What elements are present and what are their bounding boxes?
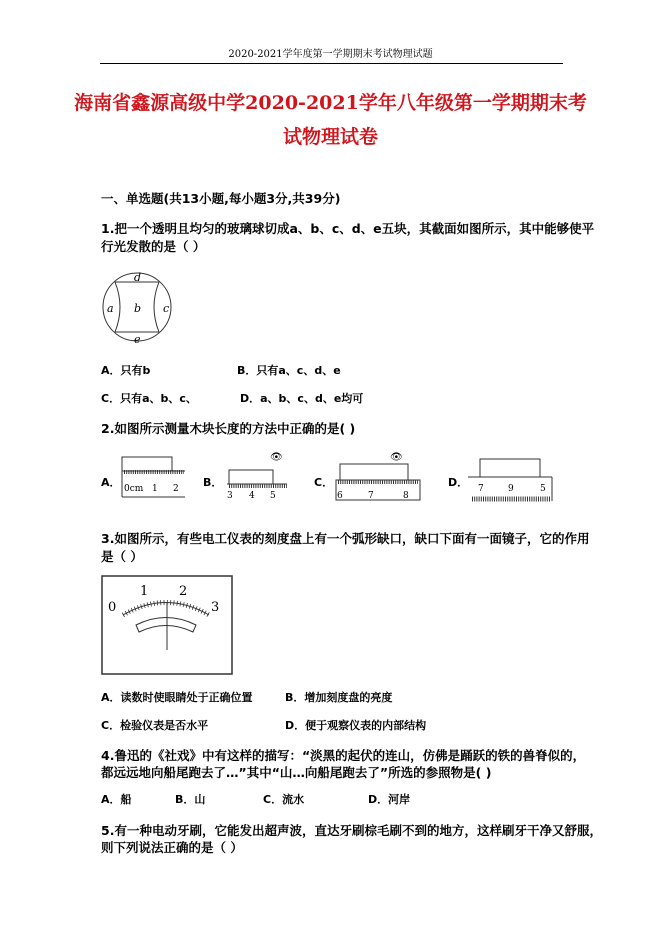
title-line-1: 海南省鑫源高级中学2020-2021学年八年级第一学期期末考 <box>74 92 587 114</box>
q2-option-d-label: D． <box>448 476 469 489</box>
figure-label: 4 <box>249 491 255 500</box>
figure-label: 1 <box>152 484 158 494</box>
q1-option-b: B．只有a、c、d、e <box>237 364 341 377</box>
q5-stem-1: 5.有一种电动牙刷，它能发出超声波，直达牙刷棕毛刷不到的地方，这样刷牙干净又舒服， <box>101 823 602 838</box>
figure-label: 5 <box>270 491 276 500</box>
q3-option-d: D．便于观察仪表的内部结构 <box>285 719 427 732</box>
label-c: c <box>163 302 170 315</box>
header-rule <box>100 63 563 64</box>
q3-stem-1: 3.如图所示，有些电工仪表的刻度盘上有一个弧形缺口，缺口下面有一面镜子，它的作用 <box>101 531 590 546</box>
q1-stem-2: 行光发散的是（ ） <box>101 239 206 254</box>
figure-label: 1 <box>140 584 149 599</box>
q4-option-a: A．船 <box>101 793 132 806</box>
ruler-figure-a <box>120 455 190 500</box>
title-line-2: 试物理试卷 <box>282 126 378 148</box>
section-heading: 一、单选题(共13小题,每小题3分,共39分) <box>101 191 341 206</box>
q1-option-d: D．a、b、c、d、e均可 <box>240 392 364 405</box>
q5-stem-2: 则下列说法正确的是（ ） <box>101 840 243 855</box>
meter-dial-figure <box>101 575 234 676</box>
ruler-figure-b <box>225 450 290 500</box>
glass-ball-figure <box>100 270 175 345</box>
q3-stem-2: 是（ ） <box>101 549 143 564</box>
svg-text:👁: 👁 <box>390 452 403 463</box>
svg-text:👁: 👁 <box>270 452 283 463</box>
figure-label: 2 <box>173 484 179 494</box>
q4-option-d: D．河岸 <box>368 793 411 806</box>
q4-stem-1: 4.鲁迅的《社戏》中有这样的描写：“淡黑的起伏的连山，仿佛是踊跃的铁的兽脊似的， <box>101 748 586 763</box>
label-b: b <box>134 302 142 315</box>
figure-label: 5 <box>540 484 546 494</box>
figure-label: 6 <box>337 491 343 501</box>
figure-label: 2 <box>179 584 188 599</box>
label-d: d <box>134 271 142 284</box>
label-e: e <box>134 333 141 345</box>
q1-option-a: A．只有b <box>101 364 151 377</box>
figure-label: 3 <box>227 491 233 500</box>
ruler-figure-c <box>334 450 422 502</box>
page-header: 2020-2021学年度第一学期期末考试物理试题 <box>228 49 433 60</box>
figure-label: 8 <box>403 491 409 501</box>
q3-option-b: B．增加刻度盘的亮度 <box>285 691 393 704</box>
q1-stem-1: 1.把一个透明且均匀的玻璃球切成a、b、c、d、e五块，其截面如图所示，其中能够使平 <box>101 221 595 236</box>
figure-label: 9 <box>508 484 514 494</box>
q4-stem-2: 都远远地向船尾跑去了…”其中“山…向船尾跑去了”所选的参照物是( ) <box>101 765 492 780</box>
q2-option-b-label: B． <box>203 476 223 489</box>
figure-label: 0 <box>108 600 117 615</box>
figure-label: 3 <box>211 600 220 615</box>
figure-label: 7 <box>478 484 484 494</box>
q2-option-c-label: C． <box>314 476 334 489</box>
figure-label: 7 <box>368 491 374 501</box>
label-a: a <box>107 302 114 315</box>
q3-option-c: C．检验仪表是否水平 <box>101 719 209 732</box>
ruler-figure-d <box>468 455 553 503</box>
figure-label: 0cm <box>124 484 144 494</box>
q2-option-a-label: A． <box>101 476 121 489</box>
q3-option-a: A．读数时使眼睛处于正确位置 <box>101 691 253 704</box>
q4-option-b: B．山 <box>175 793 206 806</box>
q2-stem: 2.如图所示测量木块长度的方法中正确的是( ) <box>101 421 356 436</box>
q1-option-c: C．只有a、b、c、 <box>101 392 197 405</box>
q4-option-c: C．流水 <box>263 793 305 806</box>
